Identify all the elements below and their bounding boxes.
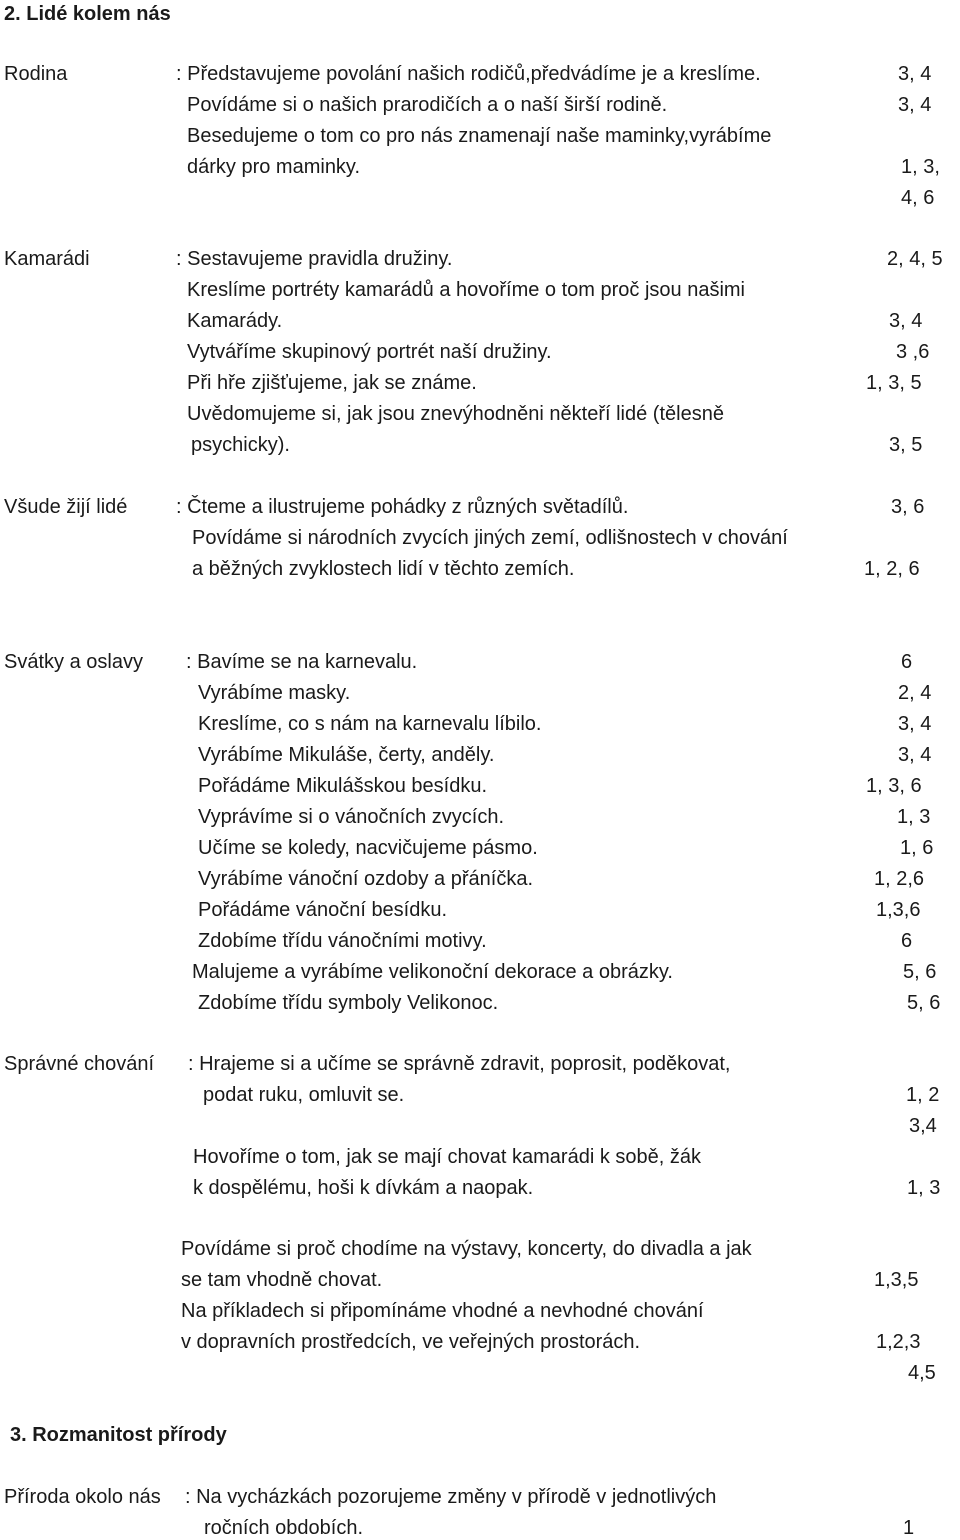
activity-text: v dopravních prostředcích, ve veřejných prostorách.	[181, 1331, 641, 1353]
activity-text: psychicky).	[191, 434, 290, 456]
topic-label-priroda: Příroda okolo nás	[4, 1486, 161, 1508]
activity-text: Povídáme si národních zvycích jiných zemí, odlišnostech v chování	[192, 527, 788, 549]
activity-codes: 1, 3	[897, 806, 931, 828]
activity-codes: 1, 3, 6	[866, 775, 922, 797]
activity-text: Vyrábíme masky.	[198, 682, 351, 704]
activity-codes: 4,5	[908, 1362, 936, 1384]
activity-text: Vytváříme skupinový portrét naší družiny.	[187, 341, 552, 363]
activity-text: Zdobíme třídu symboly Velikonoc.	[198, 992, 499, 1014]
topic-label-svatky: Svátky a oslavy	[4, 651, 143, 673]
activity-codes: 1, 6	[900, 837, 934, 859]
activity-text: ročních obdobích.	[204, 1517, 363, 1539]
activity-codes: 6	[901, 930, 913, 952]
section-heading: 3. Rozmanitost přírody	[10, 1424, 227, 1446]
activity-text: Učíme se koledy, nacvičujeme pásmo.	[198, 837, 538, 859]
activity-codes: 1,3,5	[874, 1269, 919, 1291]
activity-codes: 1,3,6	[876, 899, 921, 921]
activity-text: Pořádáme vánoční besídku.	[198, 899, 448, 921]
activity-codes: 1, 2, 6	[864, 558, 920, 580]
activity-text: Hovoříme o tom, jak se mají chovat kamarádi k sobě, žák	[193, 1146, 701, 1168]
activity-text: : Hrajeme si a učíme se správně zdravit, poprosit, poděkovat,	[188, 1053, 731, 1075]
activity-codes: 3, 4	[898, 744, 932, 766]
activity-codes: 3, 4	[898, 94, 932, 116]
activity-codes: 1, 2	[906, 1084, 940, 1106]
activity-text: : Sestavujeme pravidla družiny.	[176, 248, 453, 270]
activity-text: Vyprávíme si o vánočních zvycích.	[198, 806, 505, 828]
activity-codes: 6	[901, 651, 913, 673]
activity-text: Zdobíme třídu vánočními motivy.	[198, 930, 487, 952]
section-heading: 2. Lidé kolem nás	[4, 3, 171, 25]
activity-text: : Čteme a ilustrujeme pohádky z různých světadílů.	[176, 496, 629, 518]
topic-label-chovani: Správné chování	[4, 1053, 155, 1075]
activity-codes: 1, 3	[907, 1177, 941, 1199]
activity-text: se tam vhodně chovat.	[181, 1269, 383, 1291]
activity-text: k dospělému, hoši k dívkám a naopak.	[193, 1177, 534, 1199]
activity-text: Kreslíme, co s nám na karnevalu líbilo.	[198, 713, 542, 735]
activity-codes: 1, 3, 5	[866, 372, 922, 394]
activity-text: Besedujeme o tom co pro nás znamenají naše maminky,vyrábíme	[187, 125, 772, 147]
topic-label-vsude: Všude žijí lidé	[4, 496, 128, 518]
activity-text: Uvědomujeme si, jak jsou znevýhodněni někteří lidé (tělesně	[187, 403, 724, 425]
activity-text: podat ruku, omluvit se.	[203, 1084, 405, 1106]
topic-label-kamaradi: Kamarádi	[4, 248, 90, 270]
activity-codes: 1,2,3	[876, 1331, 921, 1353]
activity-text: Vyrábíme vánoční ozdoby a přáníčka.	[198, 868, 533, 890]
topic-label-rodina: Rodina	[4, 63, 68, 85]
activity-codes: 1	[903, 1517, 915, 1539]
activity-codes: 3, 5	[889, 434, 923, 456]
activity-codes: 3, 4	[898, 63, 932, 85]
activity-text: : Bavíme se na karnevalu.	[186, 651, 418, 673]
activity-codes: 3 ,6	[896, 341, 930, 363]
activity-text: dárky pro maminky.	[187, 156, 361, 178]
activity-codes: 3,4	[909, 1115, 937, 1137]
activity-codes: 1, 2,6	[874, 868, 925, 890]
activity-codes: 4, 6	[901, 187, 935, 209]
activity-text: Pořádáme Mikulášskou besídku.	[198, 775, 488, 797]
activity-text: Povídáme si proč chodíme na výstavy, koncerty, do divadla a jak	[181, 1238, 752, 1260]
activity-text: Na příkladech si připomínáme vhodné a nevhodné chování	[181, 1300, 704, 1322]
activity-text: Malujeme a vyrábíme velikonoční dekorace a obrázky.	[192, 961, 673, 983]
activity-codes: 2, 4	[898, 682, 932, 704]
activity-text: a běžných zvyklostech lidí v těchto zemích.	[192, 558, 575, 580]
activity-text: : Na vycházkách pozorujeme změny v přírodě v jednotlivých	[185, 1486, 717, 1508]
activity-text: Při hře zjišťujeme, jak se známe.	[187, 372, 477, 394]
activity-codes: 1, 3,	[901, 156, 940, 178]
activity-text: Kamarády.	[187, 310, 283, 332]
activity-text: Kreslíme portréty kamarádů a hovoříme o tom proč jsou našimi	[187, 279, 745, 301]
activity-codes: 5, 6	[903, 961, 937, 983]
activity-text: : Představujeme povolání našich rodičů,předvádíme je a kreslíme.	[176, 63, 761, 85]
activity-codes: 3, 6	[891, 496, 925, 518]
activity-text: Vyrábíme Mikuláše, čerty, anděly.	[198, 744, 495, 766]
activity-codes: 3, 4	[889, 310, 923, 332]
activity-text: Povídáme si o našich prarodičích a o naší širší rodině.	[187, 94, 668, 116]
activity-codes: 5, 6	[907, 992, 941, 1014]
activity-codes: 3, 4	[898, 713, 932, 735]
activity-codes: 2, 4, 5	[887, 248, 943, 270]
